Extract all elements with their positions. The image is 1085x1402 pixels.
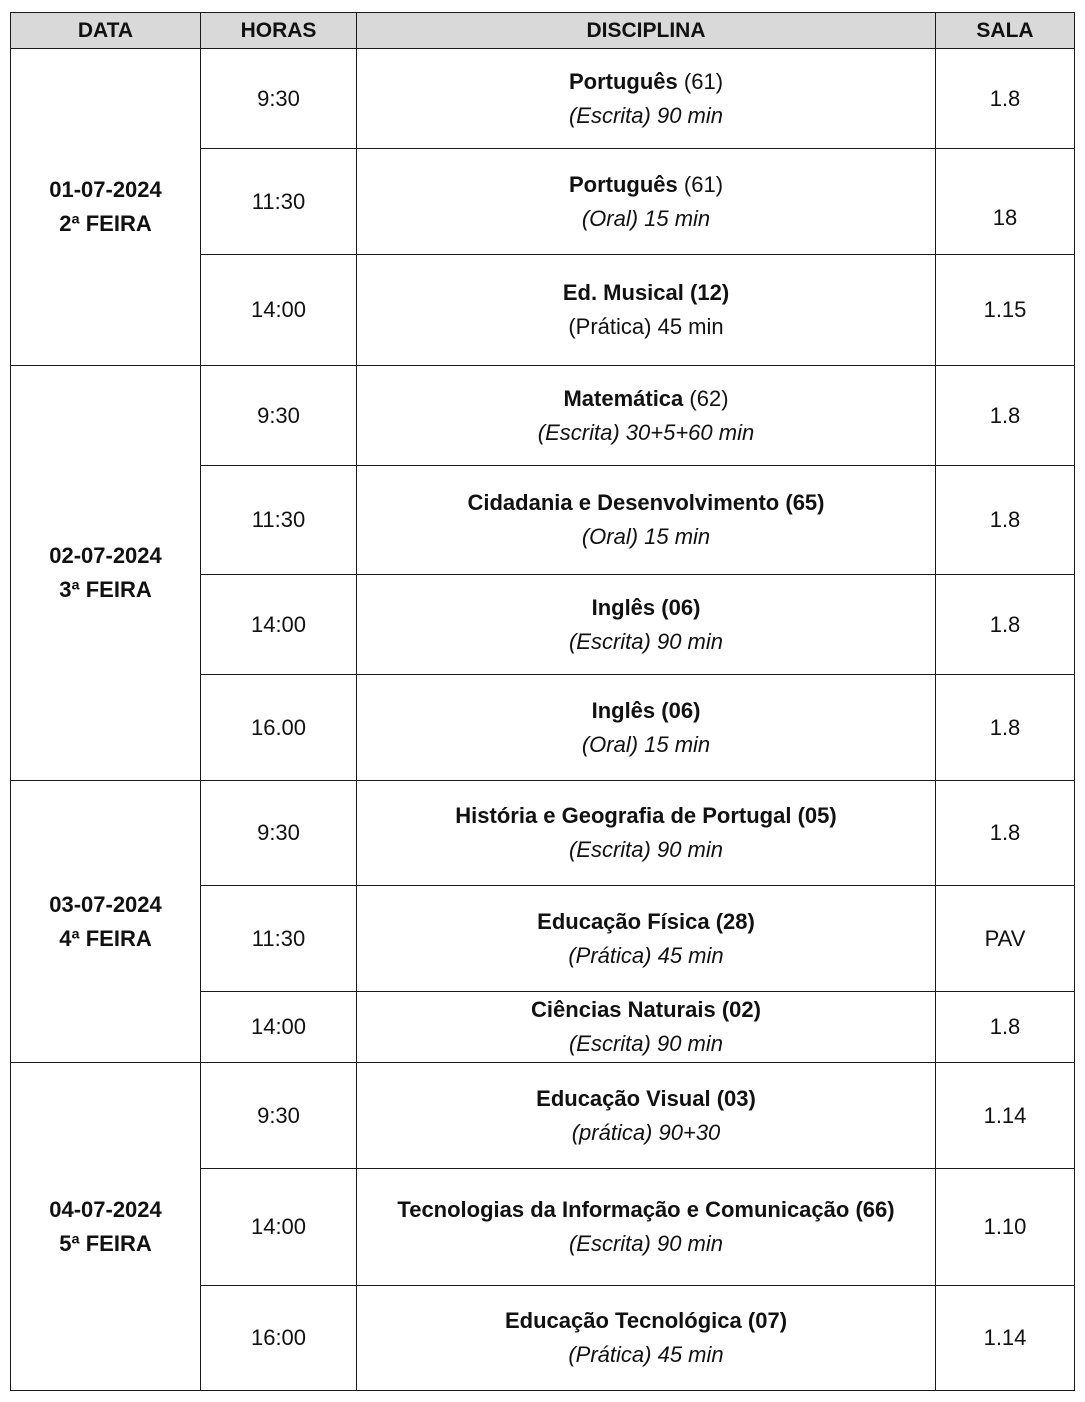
session-room: 1.8 <box>936 49 1075 149</box>
session-time: 14:00 <box>201 575 357 675</box>
exam-mode: (Escrita) 90 min <box>568 1231 724 1256</box>
session-subject-cell <box>357 886 936 992</box>
subject-name: Tecnologias da Informação e Comunicação <box>397 1197 850 1222</box>
exam-mode: (Oral) 15 min <box>581 524 711 549</box>
session-time: 16:00 <box>201 1286 357 1391</box>
day-weekday: 4ª FEIRA <box>59 925 152 951</box>
session-time: 16.00 <box>201 675 357 781</box>
table-row <box>11 781 1075 886</box>
session-room: 1.8 <box>936 675 1075 781</box>
subject-code: (28) <box>715 908 755 934</box>
day-date: 03-07-2024 <box>49 891 162 917</box>
subject-code: (61) <box>683 68 724 94</box>
exam-mode: (Prática) 45 min <box>568 942 724 968</box>
exam-mode: (prática) 90+30 <box>571 1119 721 1145</box>
subject-code: (62) <box>689 385 729 411</box>
subject-name: Educação Visual <box>536 1085 711 1111</box>
session-room: 1.10 <box>936 1169 1075 1286</box>
session-subject-cell <box>357 49 936 149</box>
session-subject-cell <box>357 149 936 255</box>
session-subject-cell <box>357 1063 936 1169</box>
session-subject-cell <box>357 255 936 366</box>
session-subject-cell <box>357 781 936 886</box>
session-subject-cell <box>357 466 936 575</box>
session-room: 1.8 <box>936 366 1075 466</box>
session-room: 1.14 <box>936 1286 1075 1391</box>
day-date-cell <box>11 781 201 1063</box>
session-time: 9:30 <box>201 781 357 886</box>
subject-name: Educação Tecnológica <box>504 1308 742 1333</box>
table-row <box>11 49 1075 149</box>
exam-mode: (Prática) 45 min <box>568 314 724 339</box>
session-subject-cell <box>357 992 936 1063</box>
subject-code: (07) <box>747 1308 788 1333</box>
session-subject-cell <box>357 1286 936 1391</box>
subject-code: (03) <box>716 1085 756 1111</box>
session-subject-cell <box>357 575 936 675</box>
session-time: 14:00 <box>201 1169 357 1286</box>
day-date-cell <box>11 1063 201 1391</box>
session-room: 1.15 <box>936 255 1075 366</box>
exam-mode: (Oral) 15 min <box>581 205 711 231</box>
day-weekday: 5ª FEIRA <box>59 1230 152 1256</box>
header-data: DATA <box>11 13 201 49</box>
subject-name: Português <box>568 68 678 94</box>
session-subject-cell <box>357 366 936 466</box>
subject-code: (02) <box>721 997 761 1022</box>
subject-name: Inglês <box>591 594 656 620</box>
session-time: 9:30 <box>201 49 357 149</box>
subject-name: Português <box>568 171 678 197</box>
session-time: 14:00 <box>201 255 357 366</box>
exam-mode: (Prática) 45 min <box>568 1342 724 1367</box>
subject-code: (66) <box>855 1197 895 1222</box>
subject-name: Matemática <box>563 385 684 411</box>
table-row <box>11 366 1075 466</box>
subject-name: Inglês <box>591 697 656 723</box>
session-room: 1.8 <box>936 781 1075 886</box>
subject-code: (05) <box>797 803 837 828</box>
subject-name: Cidadania e Desenvolvimento <box>467 490 780 515</box>
day-date: 04-07-2024 <box>49 1196 162 1222</box>
session-room-cell <box>936 149 1075 255</box>
table-row <box>11 1063 1075 1169</box>
session-room: PAV <box>936 886 1075 992</box>
exam-mode: (Escrita) 30+5+60 min <box>537 419 755 445</box>
session-time: 11:30 <box>201 886 357 992</box>
subject-name: Educação Física <box>537 908 710 934</box>
subject-code: (61) <box>683 171 724 197</box>
day-date: 02-07-2024 <box>49 543 162 568</box>
session-room: 1.8 <box>936 992 1075 1063</box>
day-weekday: 2ª FEIRA <box>59 211 152 236</box>
session-subject-cell <box>357 675 936 781</box>
subject-name: Ed. Musical <box>562 280 684 305</box>
subject-code: (06) <box>661 697 701 723</box>
session-time: 9:30 <box>201 1063 357 1169</box>
session-room: 1.8 <box>936 466 1075 575</box>
subject-code: (06) <box>661 594 701 620</box>
session-subject-cell <box>357 1169 936 1286</box>
subject-name: Ciências Naturais <box>531 997 716 1022</box>
subject-code: (65) <box>785 490 825 515</box>
session-time: 11:30 <box>201 466 357 575</box>
exam-mode: (Escrita) 90 min <box>568 837 724 862</box>
session-time: 9:30 <box>201 366 357 466</box>
subject-code: (12) <box>690 280 730 305</box>
day-date: 01-07-2024 <box>49 177 162 202</box>
session-time: 11:30 <box>201 149 357 255</box>
session-time: 14:00 <box>201 992 357 1063</box>
session-room: 1.14 <box>936 1063 1075 1169</box>
exam-mode: (Escrita) 90 min <box>568 1031 724 1056</box>
header-row <box>11 13 1075 49</box>
day-date-cell <box>11 49 201 366</box>
subject-name: História e Geografia de Portugal <box>455 803 792 828</box>
header-horas: HORAS <box>201 13 357 49</box>
session-room: 18 <box>992 204 1018 230</box>
exam-mode: (Escrita) 90 min <box>568 102 724 128</box>
header-disciplina: DISCIPLINA <box>357 13 936 49</box>
day-date-cell <box>11 366 201 781</box>
header-sala: SALA <box>936 13 1075 49</box>
session-room: 1.8 <box>936 575 1075 675</box>
exam-schedule-table <box>10 12 1075 1391</box>
exam-mode: (Escrita) 90 min <box>568 628 724 654</box>
exam-mode: (Oral) 15 min <box>581 731 711 757</box>
day-weekday: 3ª FEIRA <box>59 577 152 602</box>
